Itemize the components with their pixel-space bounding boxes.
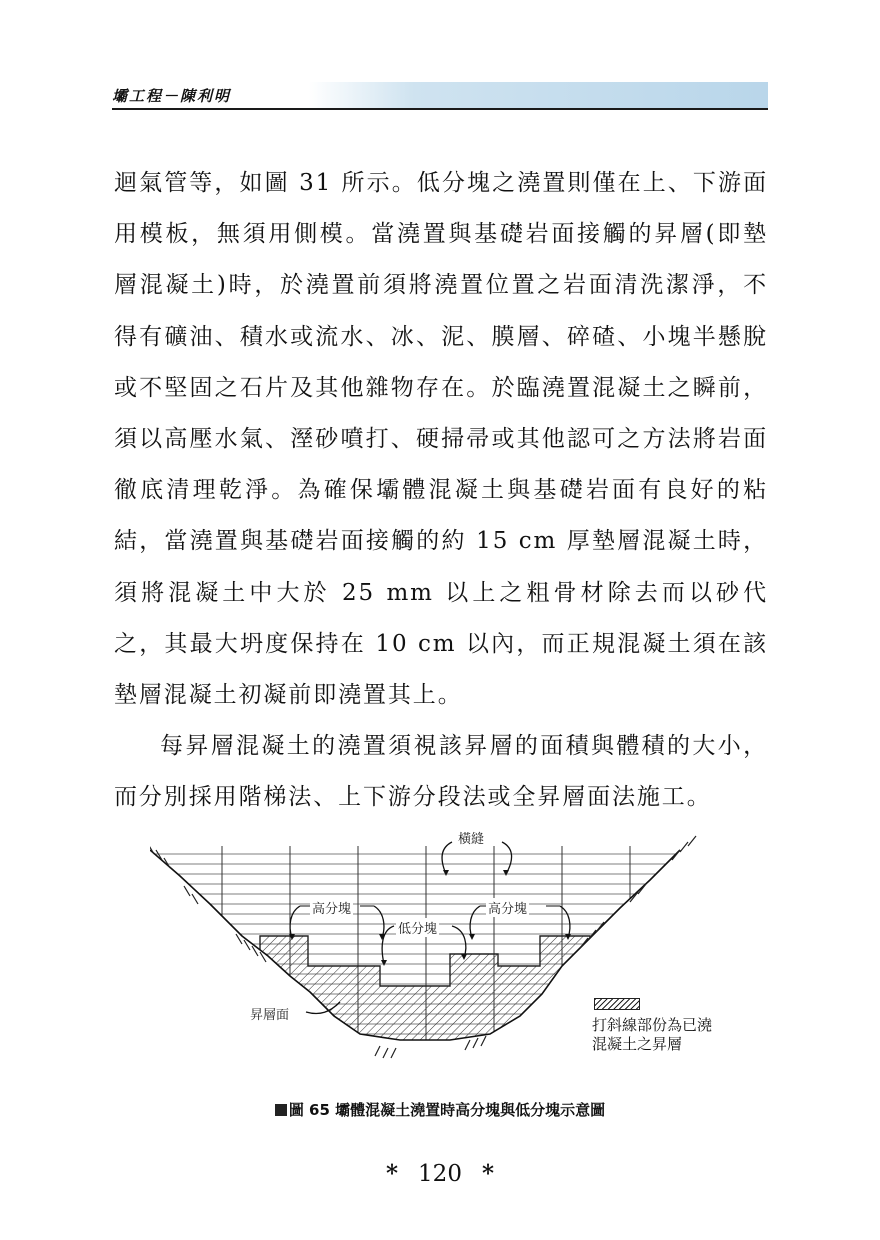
caption-prefix: 圖 65: [288, 1101, 330, 1119]
page-number: 120: [418, 1161, 462, 1187]
label-high-block-left: 高分塊: [310, 898, 353, 917]
label-high-block-right: 高分塊: [486, 898, 529, 917]
footer-star-right: *: [481, 1160, 494, 1187]
label-lift-surface: 昇層面: [248, 1004, 291, 1023]
legend-text: 打斜線部份為已澆 混凝土之昇層: [592, 1016, 713, 1053]
caption-square-icon: [275, 1104, 287, 1116]
running-header: [112, 82, 768, 110]
figure-65: [150, 826, 713, 1066]
body-text: [114, 158, 768, 824]
paragraph-1: 迴氣管等，如圖 31 所示。低分塊之澆置則僅在上、下游面用模板，無須用側模。當澆置與基礎岩面接觸的昇層(即墊層混凝土)時，於澆置前須將澆置位置之岩面清洗潔淨，不得有礦油、積水或流水、冰、泥、膜層、碎碴、小塊半懸脫或不堅固之石片及其他雜物存在。於臨澆置混凝土之瞬前，須以高壓水氣、溼砂噴打、硬掃帚或其他認可之方法將岩面徹底清理乾淨。為確保壩體混凝土與基礎岩面有良好的粘結，當澆置與基礎岩面接觸的約 15 cm 厚墊層混凝土時，須將混凝土中大於 25 mm 以上之粗骨材除去而以砂代之，其最大坍度保持在 10 cm 以內，而正規混凝土須在該墊層混凝土初凝前即澆置其上。: [114, 170, 768, 709]
label-low-block: 低分塊: [396, 918, 439, 937]
footer-star-left: *: [386, 1160, 399, 1187]
paragraph-2: 每昇層混凝土的澆置須視該昇層的面積與體積的大小，而分別採用階梯法、上下游分段法或全昇層面法施工。: [114, 733, 768, 811]
legend-hatch-swatch: [594, 998, 640, 1010]
page-footer: [0, 1160, 880, 1187]
label-joint: 橫縫: [456, 828, 486, 847]
placed-concrete-hatch: [260, 936, 590, 1066]
header-title: 壩工程－陳利明: [112, 87, 232, 105]
figure-caption: [0, 1099, 880, 1120]
caption-text: 壩體混凝土澆置時高分塊與低分塊示意圖: [335, 1101, 606, 1119]
